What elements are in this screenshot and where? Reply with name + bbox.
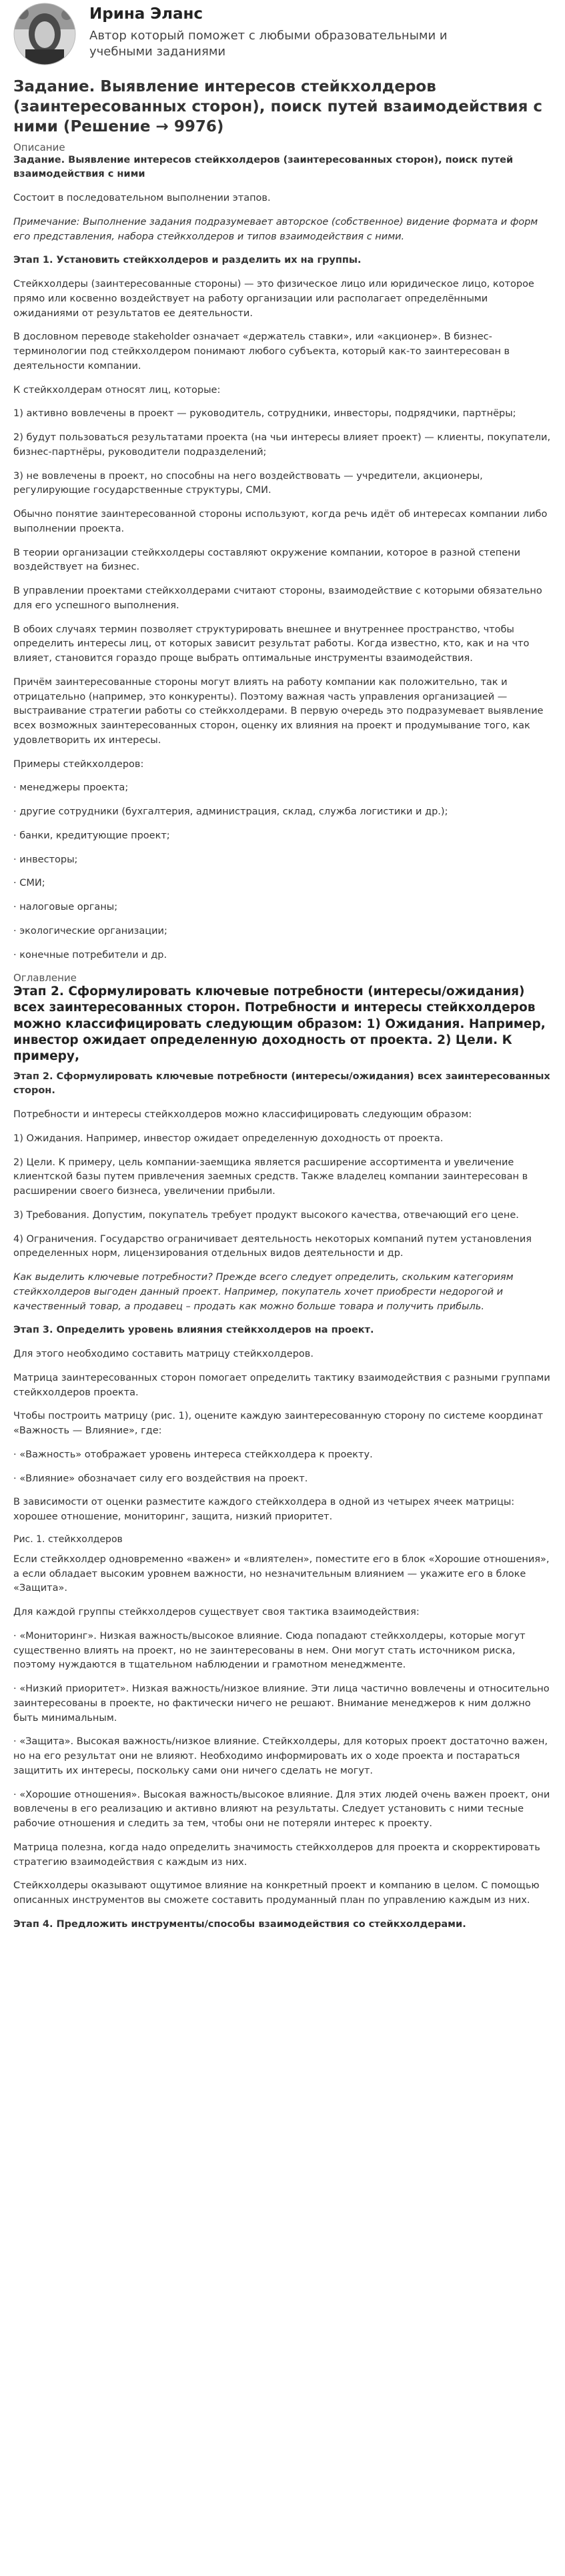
author-header xyxy=(13,0,552,77)
section-heading: Этап 3. Определить уровень влияния стейкхолдеров на проект. xyxy=(13,1325,374,1336)
section-heading: Этап 4. Предложить инструменты/способы взаимодействия со стейкхолдерами. xyxy=(13,1918,466,1930)
paragraph: В управлении проектами стейкхолдерами считают стороны, взаимодействие с которыми обязательно для его успешного выполнения. xyxy=(13,586,542,611)
section-heading: Задание. Выявление интересов стейкхолдеров (заинтересованных сторон), поиск путей взаимодействия с ними xyxy=(13,154,514,180)
paragraph: · «Хорошие отношения». Высокая важность/высокое влияние. Для этих людей очень важен проект, они вовлечены в его реализацию и активно влияют на результаты. Следует установить с ними тесные рабочие отношения и следить за тем, чтобы они не потеряли интерес к проекту. xyxy=(13,1789,550,1830)
paragraph: Состоит в последовательном выполнении этапов. xyxy=(13,193,271,204)
paragraph: Обычно понятие заинтересованной стороны используют, когда речь идёт об интересах компании либо выполнении проекта. xyxy=(13,509,548,534)
contents-label: Оглавление xyxy=(13,972,77,985)
paragraph: Стейкхолдеры (заинтересованные стороны) — это физическое лицо или юридическое лицо, которое прямо или косвенно воздействует на работу организации или располагает определёнными ожиданиями от результатов ее деятельности. xyxy=(13,279,534,319)
paragraph: · экологические организации; xyxy=(13,925,167,936)
paragraph: Матрица заинтересованных сторон помогает определить тактику взаимодействия с разными группами стейкхолдеров проекта. xyxy=(13,1372,550,1398)
contents-body xyxy=(13,1070,552,1932)
paragraph: 2) будут пользоваться результатами проекта (на чьи интересы влияет проект) — клиенты, покупатели, бизнес-партнёры, руководители подразделений; xyxy=(13,432,551,458)
paragraph: · другие сотрудники (бухгалтерия, администрация, склад, служба логистики и др.); xyxy=(13,806,448,818)
description-body xyxy=(13,153,552,963)
paragraph: Для каждой группы стейкхолдеров существует своя тактика взаимодействия: xyxy=(13,1607,420,1618)
paragraph: Как выделить ключевые потребности? Прежде всего следует определить, скольким категориям стейкхолдеров выгоден данный проект. Например, покупатель хочет приобрести недорогой и качественный товар, а продавец – продать как можно больше товара и получить прибыль. xyxy=(13,1272,514,1312)
paragraph: · налоговые органы; xyxy=(13,902,118,913)
paragraph: В обоих случаях термин позволяет структурировать внешнее и внутреннее пространство, чтобы определить интересы лиц, от которых зависит результат работы. Когда известно, кто, как и на что влияет, становится гораздо проще выбрать оптимальные инструменты взаимодействия. xyxy=(13,624,530,664)
paragraph: 3) не вовлечены в проект, но способны на него воздействовать — учредители, акционеры, регулирующие государственные структуры, СМИ. xyxy=(13,470,483,496)
paragraph: В дословном переводе stakeholder означает «держатель ставки», или «акционер». В бизнес-терминологии под стейкхолдером понимают любого субъекта, который как-то заинтересован в деятельности компании. xyxy=(13,332,510,372)
paragraph: 1) Ожидания. Например, инвестор ожидает определенную доходность от проекта. xyxy=(13,1133,444,1144)
paragraph: · «Мониторинг». Низкая важность/высокое влияние. Сюда попадают стейкхолдеры, которые могут существенно влиять на проект, но не заинтересованы в нем. Они могут стать источником риска, поэтому нуждаются в тщательном наблюдении и грамотном менеджменте. xyxy=(13,1630,526,1671)
paragraph: · СМИ; xyxy=(13,878,45,889)
paragraph: Примеры стейкхолдеров: xyxy=(13,758,144,770)
paragraph: · «Влияние» обозначает силу его воздействия на проект. xyxy=(13,1473,308,1484)
paragraph: Причём заинтересованные стороны могут влиять на работу компании как положительно, так и отрицательно (например, это конкуренты). Поэтому важная часть управления организацией — выстраивание стратегии работы со стейкхолдерами. В первую очередь это подразумевает выявление всех возможных заинтересованных сторон, оценку их влияния на проект и продумывание того, как удовлетворить их интересы. xyxy=(13,676,544,746)
paragraph: · «Важность» отображает уровень интереса стейкхолдера к проекту. xyxy=(13,1449,373,1460)
contents-heading: Этап 2. Сформулировать ключевые потребности (интересы/ожидания) всех заинтересованных сторон. Потребности и интересы стейкхолдеров можно классифицировать следующим образом: 1) Ожидания. Например, инвестор ожидает определенную доходность от проекта. 2) Цели. К примеру, xyxy=(13,985,546,1063)
paragraph: · инвесторы; xyxy=(13,854,78,865)
paragraph: 2) Цели. К примеру, цель компании-заемщика является расширение ассортимента и увеличение клиентской базы путем привлечения заемных средств. Также владелец компании заинтересован в расширении своего бизнеса, увеличении прибыли. xyxy=(13,1157,528,1197)
author-description: Автор который поможет с любыми образовательными и учебными заданиями xyxy=(89,29,448,59)
paragraph: · конечные потребители и др. xyxy=(13,949,167,960)
paragraph: 3) Требования. Допустим, покупатель требует продукт высокого качества, отвечающий его цене. xyxy=(13,1209,519,1221)
task-title: Задание. Выявление интересов стейкхолдеров (заинтересованных сторон), поиск путей взаимодействия с ними (Решение → 9976) xyxy=(13,78,542,135)
author-avatar[interactable] xyxy=(13,3,76,65)
paragraph: Для этого необходимо составить матрицу стейкхолдеров. xyxy=(13,1349,314,1360)
paragraph: Потребности и интересы стейкхолдеров можно классифицировать следующим образом: xyxy=(13,1109,472,1121)
paragraph: К стейкхолдерам относят лиц, которые: xyxy=(13,384,221,396)
paragraph: · банки, кредитующие проект; xyxy=(13,830,170,841)
figure-caption: Рис. 1. стейкхолдеров xyxy=(13,1533,123,1545)
paragraph: В теории организации стейкхолдеры составляют окружение компании, которое в разной степени воздействует на бизнес. xyxy=(13,547,521,573)
paragraph: 1) активно вовлечены в проект — руководитель, сотрудники, инвесторы, подрядчики, партнёры; xyxy=(13,408,516,420)
section-heading: Этап 1. Установить стейкхолдеров и разделить их на группы. xyxy=(13,255,362,266)
paragraph: Матрица полезна, когда надо определить значимость стейкхолдеров для проекта и скорректировать стратегию взаимодействия с каждым из них. xyxy=(13,1842,540,1868)
paragraph: 4) Ограничения. Государство ограничивает деятельность некоторых компаний путем установления определенных норм, лицензирования отдельных видов деятельности и др. xyxy=(13,1233,532,1259)
author-info xyxy=(89,3,463,61)
paragraph: · менеджеры проекта; xyxy=(13,782,129,794)
author-name[interactable]: Ирина Эланс xyxy=(89,5,203,23)
paragraph: · «Низкий приоритет». Низкая важность/низкое влияние. Эти лица частично вовлечены и относительно заинтересованы в проекте, но фактически ничего не решают. Внимание менеджеров к ним должно быть минимальным. xyxy=(13,1684,550,1724)
paragraph: · «Защита». Высокая важность/низкое влияние. Стейкхолдеры, для которых проект достаточно важен, но на его результат они не влияют. Необходимо информировать их о ходе проекта и постараться защитить их интересы, поскольку сами они ничего сделать не могут. xyxy=(13,1736,548,1776)
section-heading: Этап 2. Сформулировать ключевые потребности (интересы/ожидания) всех заинтересованных сторон. xyxy=(13,1071,550,1097)
paragraph: Примечание: Выполнение задания подразумевает авторское (собственное) видение формата и форм его представления, набора стейкхолдеров и типов взаимодействия с ними. xyxy=(13,216,538,242)
paragraph: Стейкхолдеры оказывают ощутимое влияние на конкретный проект и компанию в целом. С помощью описанных инструментов вы сможете составить продуманный план по управлению каждым из них. xyxy=(13,1880,540,1906)
description-label: Описание xyxy=(13,141,65,153)
paragraph: Если стейкхолдер одновременно «важен» и «влиятелен», поместите его в блок «Хорошие отношения», а если обладает высоким уровнем важности, но незначительным влиянием — укажите его в блоке «Защита». xyxy=(13,1553,550,1594)
paragraph: В зависимости от оценки разместите каждого стейкхолдера в одной из четырех ячеек матрицы: хорошее отношение, мониторинг, защита, низкий приоритет. xyxy=(13,1497,515,1523)
paragraph: Чтобы построить матрицу (рис. 1), оцените каждую заинтересованную сторону по системе координат «Важность — Влияние», где: xyxy=(13,1411,544,1437)
